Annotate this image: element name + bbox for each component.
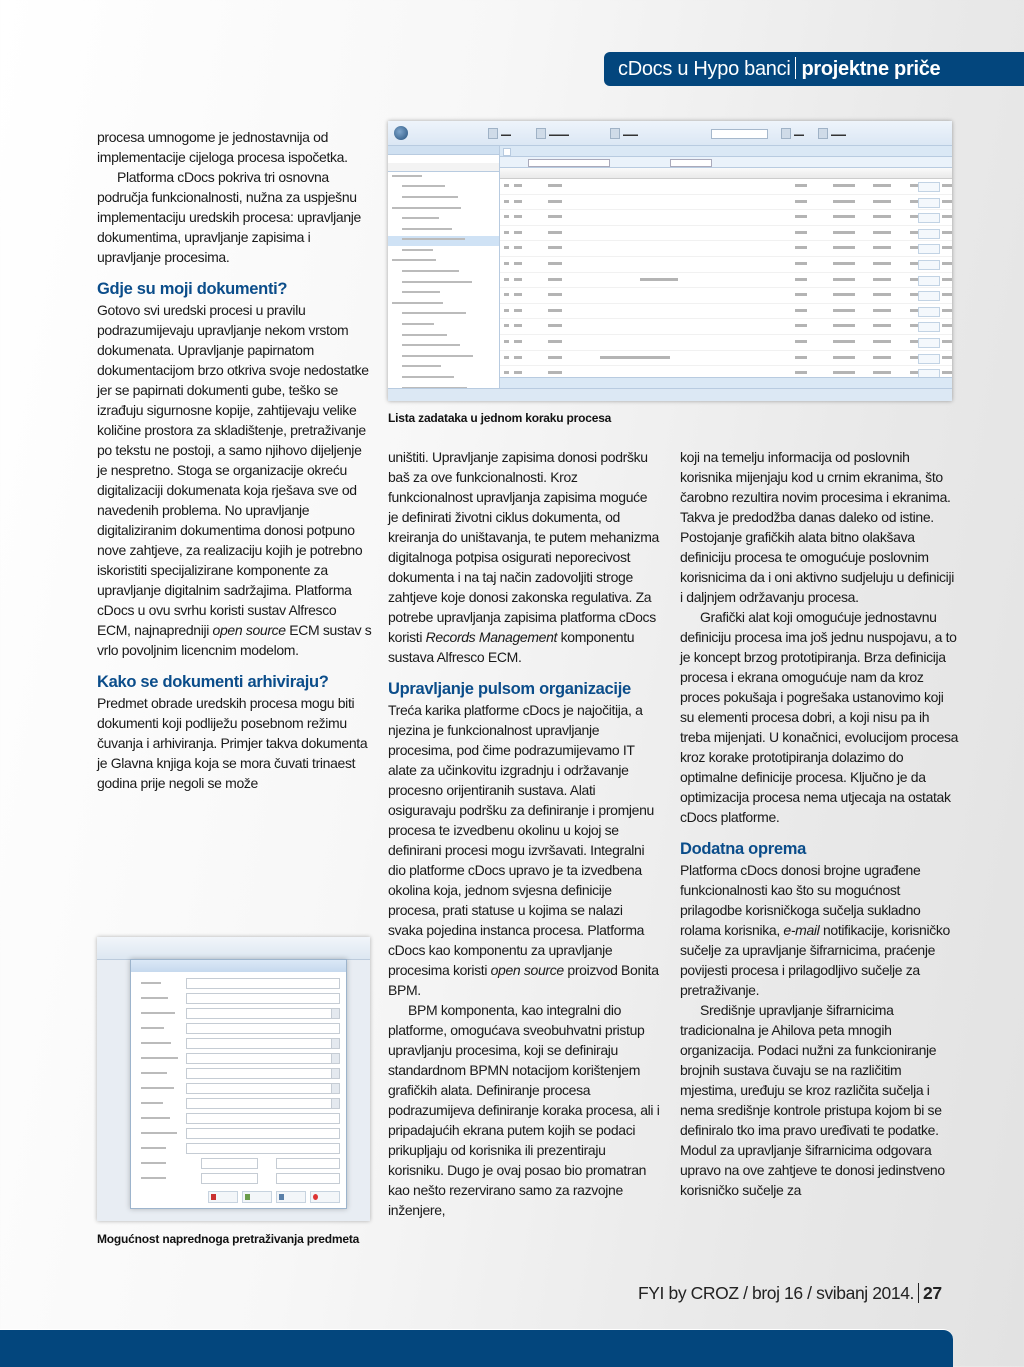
paragraph: procesa umnogome je jednostavnija od implementacije cijeloga procesa ispočetka.: [97, 129, 348, 165]
form-field: [131, 1141, 346, 1155]
tree-node: [388, 363, 499, 374]
paragraph: Središnje upravljanje šifrarnicima tradicionalna je Ahilova peta mnogih organizacija. Podaci nužni za funkcioniranje brojnih sustava čuvaju se na različitim mjestima, uređuju se kroz različita sučelja i nema središnje kontrole pristupa kojom bi se definiralo tko ima pravo uređivati te podatke. Modul za upravljanje šifrarnicima odgovara upravo na ove zahtjeve te donosi jedinstveno korisničko sučelje za: [680, 1002, 945, 1198]
tree-node: [388, 214, 499, 225]
form-field: [131, 1066, 346, 1080]
page-number: 27: [923, 1283, 942, 1303]
bank-logo-icon: [394, 126, 408, 140]
paragraph: Platforma cDocs pokriva tri osnovna područja funkcionalnosti, nužna za uspješnu implementaciju uredskih procesa: upravljanje dokumentima, upravljanje zapisima i upravljanje procesima.: [97, 169, 361, 265]
emphasis: open source: [212, 622, 286, 638]
grid-row: [500, 319, 952, 335]
form-field: [131, 1096, 346, 1110]
tree-node: [388, 342, 499, 353]
toolbar-button: ▬▬▬: [610, 128, 638, 139]
tree-node: [388, 193, 499, 204]
tree-node: [388, 172, 499, 183]
paragraph: Treća karika platforme cDocs je najočitija, a njezina je funkcionalnost upravljanje procesima, pod čime podrazumijevamo IT alate za učinkovitu izgradnju i održavanje procesno orijentiranih sustava. Alati osiguravaju podršku za definiranje i promjenu procesa te izvedbenu okolinu u kojoj se definirani procesi mogu izvršavati. Integralni dio platforme cDocs upravo je ta izvedbena okolina koja, jednom svjesna definicije procesa, prati statuse u kojima se nalazi svaka pojedina instanca procesa. Platforma cDocs kao komponentu za upravljanje procesima koristi open source proizvod Bonita BPM.: [388, 702, 659, 998]
form-field: [131, 1051, 346, 1065]
app-toolbar: [388, 121, 952, 146]
status-bar: [388, 388, 952, 401]
form-field: [131, 1126, 346, 1140]
open-button: [918, 182, 940, 192]
paragraph: Predmet obrade uredskih procesa mogu biti dokumenti koji podliježu posebnom režimu čuvanja i arhiviranja. Primjer takva dokumenta je Glavna knjiga koja se mora čuvati trinaest godina prije negoli se može: [97, 695, 368, 791]
tree-node: [388, 331, 499, 342]
subheading: Dodatna oprema: [680, 840, 806, 858]
tree-node: [388, 320, 499, 331]
paragraph: BPM komponenta, kao integralni dio platforme, omogućava sveobuhvatni pristup upravljanju procesima, koji se definiraju standardnom BPMN notacijom korištenjem grafičkih alata. Definiranje procesa podrazumijeva definiranje koraka procesa, ali i pripadajućih ekrana putem kojih se podaci prikupljaju od korisnika ili prezentiraju korisniku. Dugo je ovaj posao bio promatran kao nešto rezervirano samo za razvojne inženjere,: [388, 1002, 660, 1218]
grid-row: [500, 304, 952, 320]
figure-caption: Lista zadataka u jednom koraku procesa: [388, 411, 612, 425]
grid-row: [500, 288, 952, 304]
open-button: [918, 244, 940, 254]
paragraph: Platforma cDocs donosi brojne ugrađene funkcionalnosti kao što su mogućnost prilagodbe korisničkoga sučelja sukladno rolama korisnika, e-mail notifikacije, korisničko sučelje za upravljanje šifrarnicima, praćenje povijesti procesa i prilagodljivo sučelje za pretraživanje.: [680, 862, 950, 998]
grid-row: [500, 195, 952, 211]
form-field: [131, 1081, 346, 1095]
emphasis: Records Management: [425, 629, 558, 645]
form-field: [131, 1036, 346, 1050]
header-divider: [795, 57, 796, 79]
toolbar-button: ▬▬▬▬: [536, 128, 569, 139]
grid-row: [500, 273, 952, 289]
footer-divider: [918, 1283, 919, 1303]
grid-row: [500, 226, 952, 242]
tree-node: [388, 183, 499, 194]
toolbar-select: [711, 129, 768, 139]
paragraph: Grafički alat koji omogućuje jednostavnu definiciju procesa ima još jednu nuspojavu, a to je koncept brzog prototipiranja. Brza definicija procesa i ekrana omogućuje nam da kroz proces pokušaja i pogrešaka ustanovimo koji su elementi procesa dobri, a koji nisu pa ih treba mijenjati. U konačnici, evolucijom procesa kroz korake prototipiranja dolazimo do optimalne definicije procesa. Ključno je da optimizacija procesa nema utjecaja na ostatak cDocs platforme.: [680, 609, 959, 825]
emphasis: open source: [490, 962, 564, 978]
excel-button: [242, 1191, 272, 1203]
paragraph: Gotovo svi uredski procesi u pravilu podrazumijevaju upravljanje nekom vrstom dokumenata. Upravljanje papirnatom dokumentacijom brzo otkriva svoje nedostatke jer se papirnati dokumenti gube, teško se izrađuju sigurnosne kopije, zahtijevaju velike količine prostora za skladištenje, pretraživanje po tekstu ne postoji, a samo njihovo dijeljenje je nespretno. Stoga se organizacije okreću digitalizaciji dokumenata koja rješava sve od navedenih problema. No upravljanje digitaliziranim dokumentima donosi potpuno nove zahtjeve, za realizaciju kojih je potrebno iskoristiti specijalizirane komponente za upravljanje digitalnim sadržajima. Platforma cDocs u ovu svrhu koristi sustav Alfresco ECM, najnapredniji open source ECM sustav s vrlo povoljnim licencnim modelom.: [97, 302, 372, 658]
dialog-buttons: [204, 1191, 340, 1204]
open-button: [918, 198, 940, 208]
toolbar-button: ▬▬▬: [818, 128, 846, 139]
tree-node: [388, 267, 499, 278]
section-category: projektne priče: [801, 58, 941, 80]
tree-node: [388, 246, 499, 257]
paragraph: uništiti. Upravljanje zapisima donosi podršku baš za ove funkcionalnosti. Kroz funkcionalnost upravljanja zapisima moguće je definirati životni ciklus dokumenta, od kreiranja do uništavanja, te putem mehanizma digitalnoga potpisa osigurati neporecivost dokumenta i na taj način zadovoljiti stroge zahtjeve koje donosi zakonska regulativa. Za potrebe upravljanja zapisima platforma cDocs koristi Records Management komponentu sustava Alfresco ECM.: [388, 449, 659, 665]
article-column-1: [97, 127, 372, 793]
open-button: [918, 291, 940, 301]
grid-row: [500, 210, 952, 226]
grid-row: [500, 241, 952, 257]
task-list-screenshot: [388, 121, 952, 401]
tree-node: [388, 225, 499, 236]
tree-node: [388, 373, 499, 384]
form-field: [131, 1171, 346, 1185]
search-dialog: [130, 959, 347, 1209]
footer-bar: [0, 1329, 953, 1367]
tree-panel: [388, 146, 500, 389]
figure-caption: Mogućnost naprednoga pretraživanja predmeta: [97, 1232, 360, 1246]
section-title: cDocs u Hypo banci: [618, 58, 791, 80]
form-field: [131, 991, 346, 1005]
toolbar-button: ▬▬: [781, 128, 804, 139]
grid-row: [500, 179, 952, 195]
publication-info: FYI by CROZ / broj 16 / svibanj 2014.: [638, 1283, 915, 1303]
open-button: [918, 307, 940, 317]
tree-node: [388, 204, 499, 215]
grid-row: [500, 335, 952, 351]
tree-node: [388, 352, 499, 363]
advanced-search-screenshot: [97, 937, 370, 1221]
grid-row: [500, 257, 952, 273]
open-button: [918, 229, 940, 239]
article-column-2: [388, 447, 660, 1220]
subheading: Kako se dokumenti arhiviraju?: [97, 673, 329, 691]
grid-row: [500, 351, 952, 367]
paragraph: koji na temelju informacija od poslovnih korisnika mijenjaju kod u crnim ekranima, što čarobno rezultira novim procesima i ekranima. Takva je predodžba danas daleko od istine. Postojanje grafičkih alata bitno olakšava definiciju procesa te omogućuje poslovnim korisnicima da i oni aktivno sudjeluju u definiciji i daljnjem održavanju procesa.: [680, 449, 954, 605]
task-grid: [500, 146, 952, 389]
open-button: [918, 213, 940, 223]
tree-node: [388, 236, 499, 247]
tree-node: [388, 278, 499, 289]
open-button: [918, 354, 940, 364]
search-button: [276, 1191, 306, 1203]
subheading: Gdje su moji dokumenti?: [97, 280, 288, 298]
app-toolbar: [97, 937, 370, 960]
article-column-3: [680, 447, 960, 1200]
form-field: [131, 1156, 346, 1170]
open-button: [918, 276, 940, 286]
tree-node: [388, 289, 499, 300]
dialog-title: [131, 960, 346, 972]
section-header: [604, 52, 1024, 86]
cancel-button: [310, 1191, 340, 1203]
open-button: [918, 260, 940, 270]
form-field: [131, 1021, 346, 1035]
form-field: [131, 976, 346, 990]
tree-node: [388, 310, 499, 321]
open-button: [918, 322, 940, 332]
form-field: [131, 1006, 346, 1020]
tree-node: [388, 299, 499, 310]
open-button: [918, 338, 940, 348]
emphasis: e-mail: [783, 922, 820, 938]
tree-node: [388, 257, 499, 268]
toolbar-button: ▬▬: [488, 128, 511, 139]
subheading: Upravljanje pulsom organizacije: [388, 680, 631, 698]
page-footer: [638, 1283, 942, 1304]
pdf-button: [208, 1191, 238, 1203]
form-field: [131, 1111, 346, 1125]
